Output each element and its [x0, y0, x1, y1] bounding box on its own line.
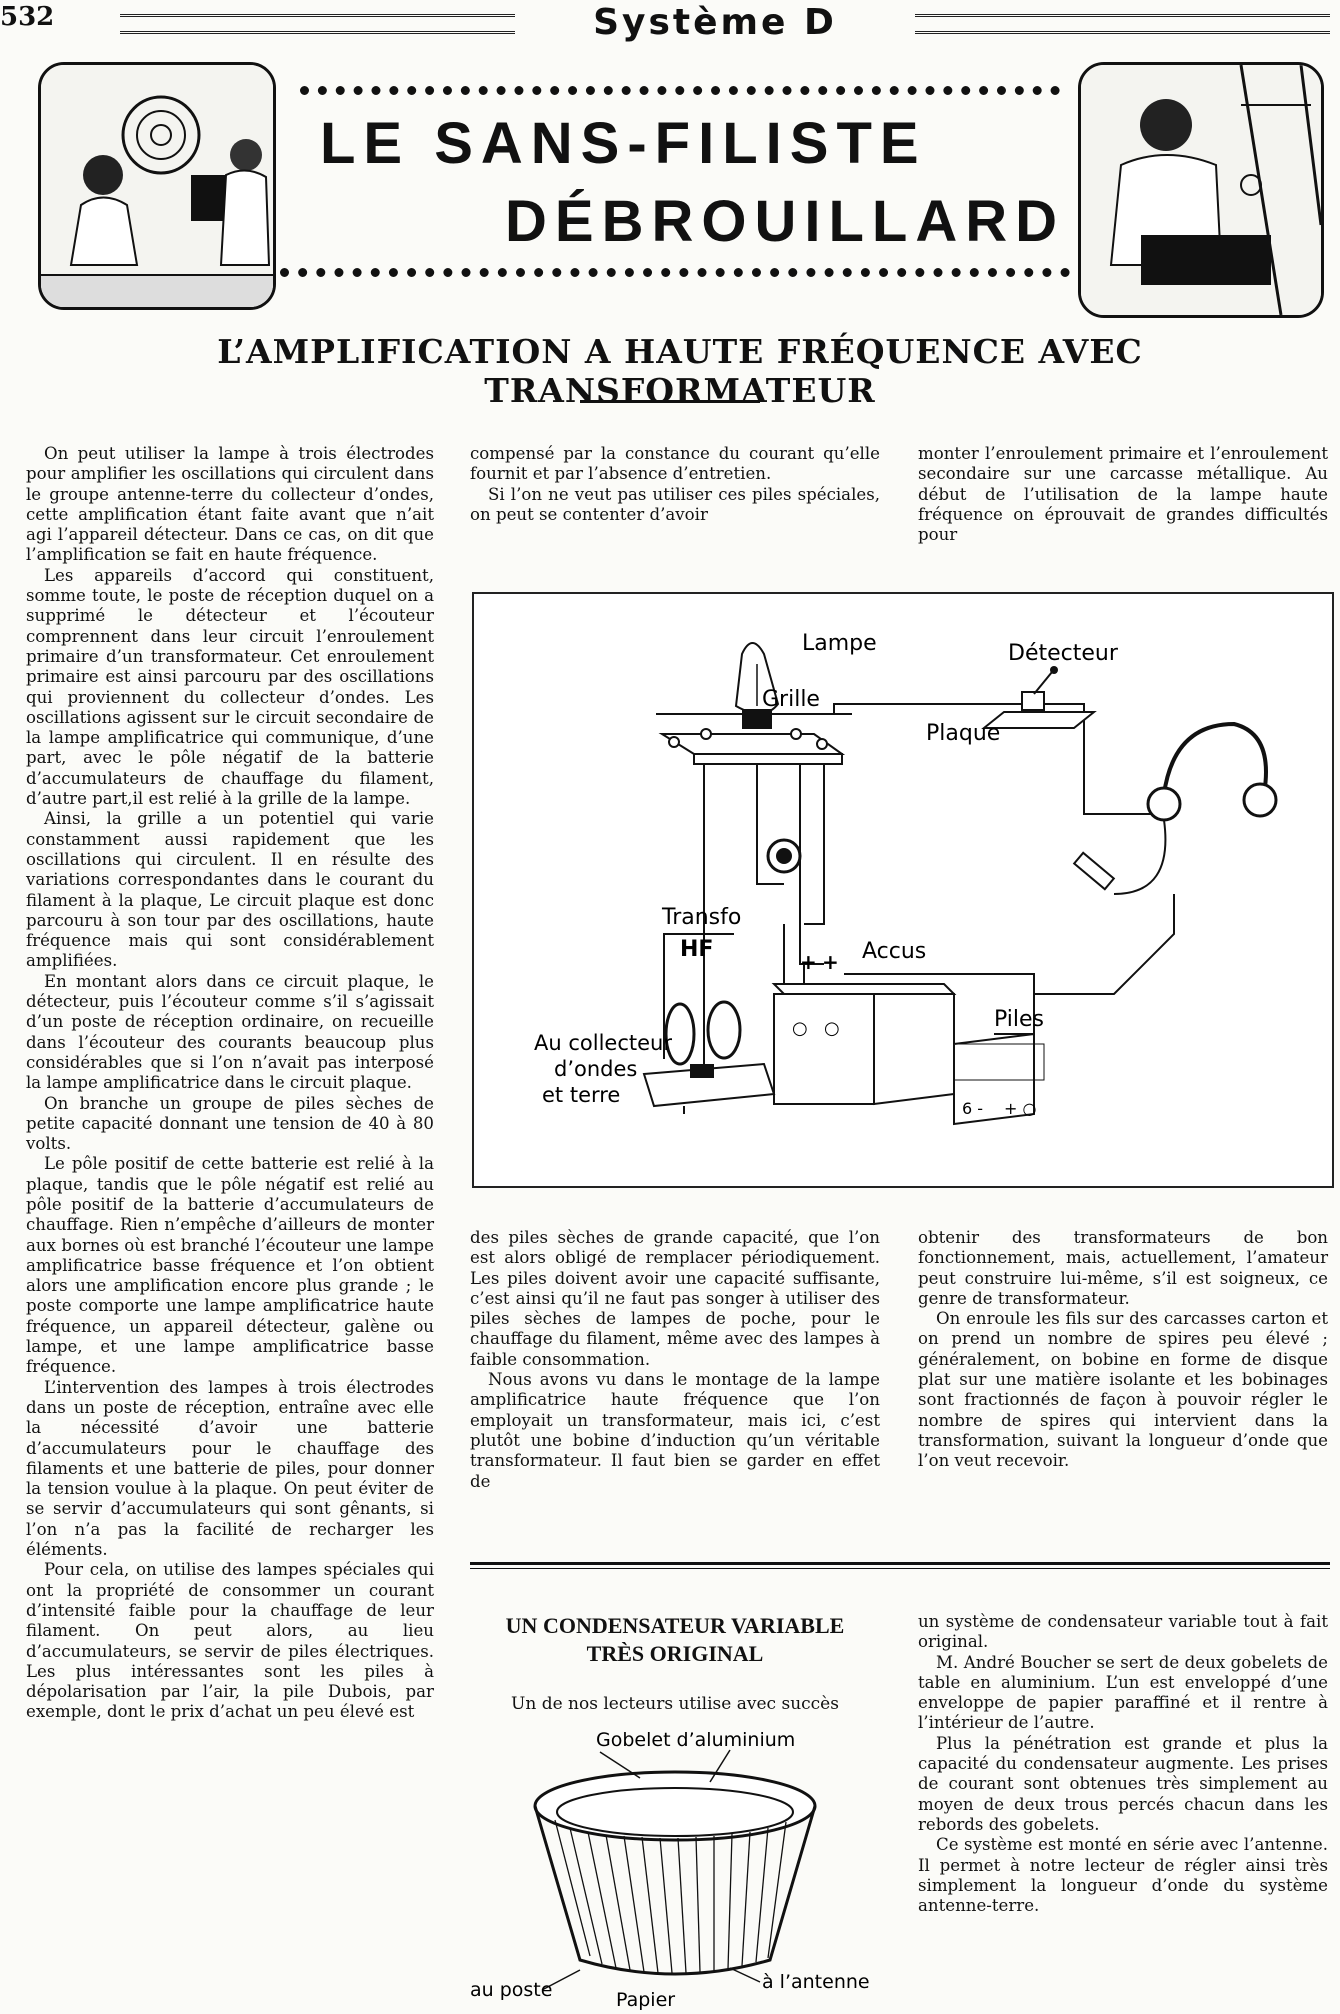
- label-grille: Grille: [762, 687, 820, 712]
- label-transfo: Transfo: [662, 905, 742, 930]
- label-collecteur-2: d’ondes: [554, 1057, 638, 1081]
- col1-paragraph: On peut utiliser la lampe à trois électrodes pour amplifier les oscillations qui circulent dans le groupe antenne-terre du collecteur d’ondes, cette amplification étant faite avant que n’ait agi l’appareil détecteur. Dans ce cas, on dit que l’amplification se fait en haute fréquence.: [26, 444, 434, 565]
- masthead-illustration-right: [1078, 62, 1324, 318]
- col1-paragraph: L’intervention des lampes à trois électrodes dans un poste de réception, entraîne avec elle la nécessité d’avoir une batterie d’accumulateurs pour le chauffage des filaments et une batterie de piles, pour donner la tension voulue à la plaque. On peut éviter de se servir d’accumulateurs qui sont gênants, si l’on n’a pas la facilité de recharger les éléments.: [26, 1377, 434, 1560]
- detector: [984, 666, 1094, 728]
- masthead-top-dashes: [300, 86, 1060, 105]
- article-headline: L’AMPLIFICATION A HAUTE FRÉQUENCE AVEC TRANSFORMATEUR: [217, 332, 1143, 410]
- column-2-top: [470, 444, 880, 525]
- article-separator-thin: [470, 1568, 1330, 1569]
- condenser-figure: [470, 1720, 880, 2010]
- label-au-poste: au poste: [470, 1979, 553, 2001]
- aluminium-cups: [535, 1772, 815, 1974]
- running-header: [120, 2, 1330, 43]
- col2-bottom-paragraph: des piles sèches de grande capacité, que l’on est alors obligé de remplacer périodiquement. Les piles doivent avoir une capacité suffisante, c’est ainsi qu’il ne faut pas songer à utiliser des piles sèches de lampes de poche, pour le chauffage du filament, même avec des lampes à faible consommation.: [470, 1228, 880, 1369]
- col3-bottom-paragraph: obtenir des transformateurs de bon fonctionnement, mais, actuellement, l’amateur peut construire lui-même, s’il est soigneux, ce genre de transformateur.: [918, 1228, 1328, 1308]
- col1-paragraph: On branche un groupe de piles sèches de petite capacité donnant une tension de 40 à 80 volts.: [26, 1093, 434, 1154]
- article-separator: [470, 1562, 1330, 1565]
- col1-paragraph: En montant alors dans ce circuit plaque, le détecteur, puis l’écouteur comme s’il s’agissait d’un poste de réception ordinaire, on recueille dans l’écouteur des courants beaucoup plus considérables que si l’on n’avait pas interposé la lampe amplificatrice dans le circuit plaque.: [26, 971, 434, 1093]
- col2-bottom-paragraph: Nous avons vu dans le montage de la lampe amplificatrice haute fréquence que l’on employait un transformateur, mais ici, c’est plutôt une bobine d’induction qu’un véritable transformateur. Il faut bien se garder en effet de: [470, 1370, 880, 1491]
- dry-cell-battery: [954, 1034, 1044, 1124]
- svg-text:+ ○: + ○: [1004, 1099, 1037, 1118]
- column-3-top: [918, 444, 1328, 545]
- label-antenne: à l’antenne: [762, 1971, 870, 1993]
- header-rule-left: [120, 14, 515, 34]
- label-hf: HF: [680, 937, 714, 962]
- grid-coil: [768, 840, 800, 872]
- svg-text:+: +: [822, 950, 839, 974]
- col2-top-paragraph: Si l’on ne veut pas utiliser ces piles spéciales, on peut se contenter d’avoir: [470, 484, 880, 524]
- masthead-line2: DÉBROUILLARD: [505, 189, 1065, 254]
- svg-text:6 -: 6 -: [962, 1099, 984, 1118]
- label-gobelet: Gobelet d’aluminium: [596, 1729, 796, 1751]
- lamp-bulb: [736, 643, 778, 729]
- article2-paragraph: Plus la pénétration est grande et plus la capacité du condensateur augmente. Les prises de courant sont obtenues très simplement au moyen de deux trous percés chacun dans les rebords des gobelets.: [918, 1733, 1328, 1834]
- article2-title-1: UN CONDENSATEUR VARIABLE: [505, 1613, 845, 1638]
- label-lampe: Lampe: [802, 631, 877, 656]
- header-rule-right: [915, 14, 1330, 34]
- circuit-diagram: [472, 592, 1334, 1188]
- column-2-bottom: [470, 1228, 880, 1492]
- article2-title-2: TRÈS ORIGINAL: [586, 1641, 764, 1666]
- col3-top-paragraph: monter l’enroulement primaire et l’enroulement secondaire sur une carcasse métallique. Au début de l’utilisation de la lampe haute fréquence on éprouvait de grandes difficultés pour: [918, 444, 1328, 545]
- label-plaque: Plaque: [926, 721, 1001, 746]
- headphones: [1074, 724, 1276, 894]
- masthead-illustration-left: [38, 62, 276, 310]
- label-collecteur-1: Au collecteur: [534, 1031, 672, 1055]
- lamp-base: [662, 729, 842, 764]
- col3-bottom-paragraph: On enroule les fils sur des carcasses carton et on prend un nombre de spires peu élevé ; généralement, on bobine en forme de disque plat sur une matière isolante et les bobinages sont fractionnés de façon à pouvoir régler le nombre de spires qui intervient dans la transformation, suivant la longueur d’onde que l’on veut recevoir.: [918, 1309, 1328, 1471]
- article2-body: [918, 1612, 1328, 1916]
- column-1: [26, 444, 434, 1723]
- label-collecteur-3: et terre: [542, 1083, 621, 1107]
- running-title: Système D: [593, 2, 837, 43]
- svg-text:○: ○: [824, 1018, 840, 1039]
- label-accus: Accus: [862, 939, 927, 964]
- column-3-bottom: [918, 1228, 1328, 1472]
- label-papier: Papier: [616, 1989, 676, 2010]
- article2-lead: Un de nos lecteurs utilise avec succès: [511, 1694, 839, 1714]
- article2-paragraph: Ce système est monté en série avec l’antenne. Il permet à notre lecteur de régler ainsi très simplement la longueur d’onde du système antenne-terre.: [918, 1835, 1328, 1916]
- page-number: 532: [0, 2, 55, 32]
- col1-paragraph: Pour cela, on utilise des lampes spéciales qui ont la propriété de consommer un courant d’intensité faible pour la chauffage de leur filament. On peut alors, au lieu d’accumulateurs, se servir de piles électriques. Les plus intéressantes sont les piles à dépolarisation par l’air, la pile Dubois, par exemple, dont le prix d’achat un peu élevé est: [26, 1560, 434, 1722]
- svg-text:○: ○: [792, 1018, 808, 1039]
- label-piles: Piles: [994, 1007, 1045, 1032]
- masthead-line1: LE SANS-FILISTE: [320, 111, 927, 176]
- article2-paragraph: un système de condensateur variable tout à fait original.: [918, 1612, 1328, 1652]
- article2-paragraph: M. André Boucher se sert de deux gobelets de table en aluminium. L’un est enveloppé d’une enveloppe de papier paraffiné et il rentre à l’intérieur de l’autre.: [918, 1652, 1328, 1733]
- col1-paragraph: Les appareils d’accord qui constituent, somme toute, le poste de réception duquel on a supprimé le détecteur et l’écouteur comprennent dans leur circuit l’enroulement primaire d’un transformateur. Cet enroulement primaire est ainsi parcouru par des oscillations qui proviennent du collecteur d’ondes. Les oscillations agissent sur le circuit secondaire de la lampe amplificatrice qui communique, d’une part, avec le pôle négatif de la batterie d’accumulateurs de chauffage du filament, d’autre part,il est relié à la grille de la lampe.: [26, 565, 434, 809]
- svg-text:+: +: [800, 950, 817, 974]
- headline-rule: [580, 400, 760, 403]
- col1-paragraph: Ainsi, la grille a un potentiel qui varie constamment aussi rapidement que les oscillations qui circulent. Il en résulte des variations correspondantes dans le courant du filament à la plaque, Le circuit plaque est donc parcouru à son tour par des oscillations, haute fréquence mais qui sont considérablement amplifiées.: [26, 809, 434, 971]
- col2-top-paragraph: compensé par la constance du courant qu’elle fournit et par l’absence d’entretien.: [470, 444, 880, 484]
- masthead-bottom-dashes: [280, 268, 1070, 287]
- label-detecteur: Détecteur: [1008, 641, 1118, 666]
- col1-paragraph: Le pôle positif de cette batterie est relié à la plaque, tandis que le pôle négatif est relié au pôle positif de la batterie d’accumulateurs de chauffage. Rien n’empêche d’ailleurs de monter aux bornes où est branché l’écouteur une lampe amplificatrice basse fréquence et l’on obtient alors une amplification encore plus grande ; le poste comporte une lampe amplificatrice haute fréquence, un appareil détecteur, galène ou lampe, et une lampe amplificatrice basse fréquence.: [26, 1154, 434, 1377]
